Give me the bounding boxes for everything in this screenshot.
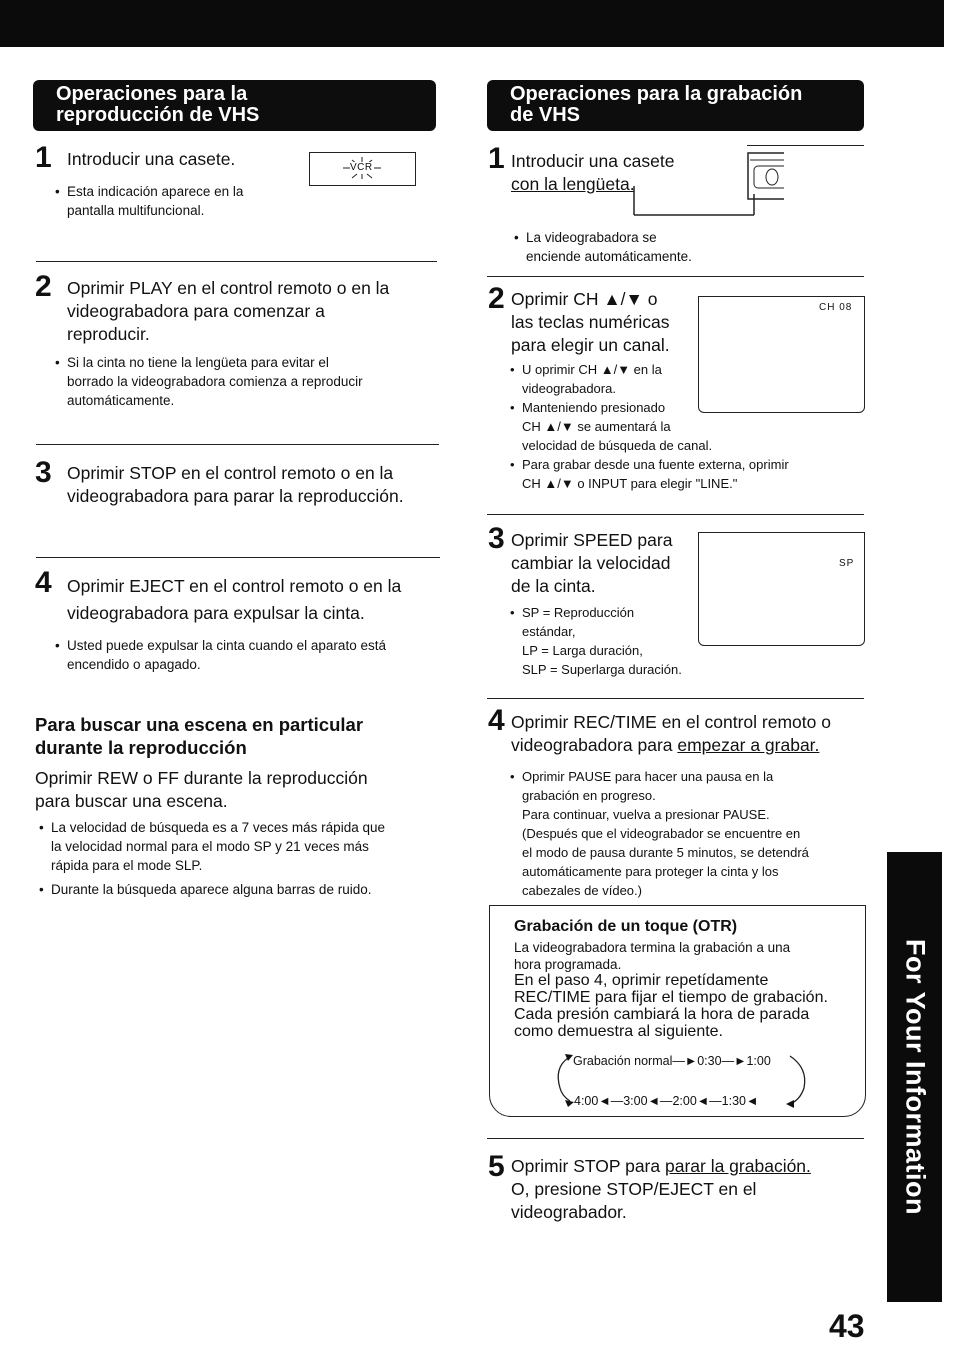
otr-cycle-bottom: 4:00◄—3:00◄—2:00◄—1:30◄ [574, 1094, 759, 1108]
divider [487, 1138, 864, 1139]
vcr-display-label: VCR [350, 162, 373, 173]
list-item: • Durante la búsqueda aparece alguna barras de ruido. [51, 880, 385, 899]
speed-display-label: SP [839, 558, 855, 569]
left-step4-number: 4 [35, 566, 52, 599]
left-step1-number: 1 [35, 141, 52, 174]
channel-display-label: CH 08 [819, 302, 853, 313]
right-step3-text: Oprimir SPEED para cambiar la velocidad de la cinta. [511, 530, 673, 596]
right-section-header [487, 80, 864, 131]
right-step3-number: 3 [488, 522, 505, 555]
divider [487, 698, 864, 699]
side-tab-label: For Your Information [900, 939, 930, 1215]
list-item: • Manteniendo presionado CH ▲/▼ se aumentará la velocidad de búsqueda de canal. [522, 398, 789, 455]
search-section-title: Para buscar una escena en particular durante la reproducción [35, 714, 364, 758]
left-step2-number: 2 [35, 270, 52, 303]
cassette-icon [624, 148, 784, 238]
left-section-header [33, 80, 436, 131]
list-item: • La velocidad de búsqueda es a 7 veces más rápida que la velocidad normal para el modo SP y 21 veces más rápida para el mode SLP. [51, 818, 385, 875]
list-item: • Esta indicación aparece en la pantalla multifuncional. [67, 182, 243, 220]
left-step4-text: Oprimir EJECT en el control remoto o en la videograbadora para expulsar la cinta. [67, 576, 402, 623]
left-header-line2: reproducción de VHS [56, 104, 260, 126]
top-bar [0, 0, 944, 47]
otr-small-text: La videograbadora termina la grabación a una hora programada. [514, 940, 791, 972]
list-item: • Oprimir PAUSE para hacer una pausa en la grabación en progreso. Para continuar, vuelva a presionar PAUSE. (Después que el videograbador se encuentre en el modo de pausa durante 5 minutos, se detendrá automáticamente para proteger la cinta y los cabezales de vídeo.) [522, 767, 809, 900]
divider [747, 145, 864, 146]
divider [487, 514, 864, 515]
list-item: • Para grabar desde una fuente externa, oprimir CH ▲/▼ o INPUT para elegir "LINE." [522, 455, 789, 493]
list-item: • Usted puede expulsar la cinta cuando el aparato está encendido o apagado. [67, 636, 386, 674]
vcr-display [309, 152, 416, 186]
right-step1-number: 1 [488, 142, 505, 175]
left-step4-notes [67, 636, 386, 674]
right-header-line2: de VHS [510, 104, 581, 126]
right-step3-notes [522, 603, 682, 679]
right-step2-notes [522, 360, 789, 493]
otr-cycle-top: Grabación normal—►0:30—►1:00 [573, 1054, 771, 1068]
right-header-line1: Operaciones para la grabación [510, 83, 803, 105]
left-step1-notes [67, 182, 243, 220]
search-notes [51, 818, 385, 899]
otr-info-box [489, 905, 866, 1117]
left-step3-text: Oprimir STOP en el control remoto o en la videograbadora para parar la reproducción. [67, 463, 404, 506]
speed-display [698, 532, 865, 646]
right-step5-text: Oprimir STOP para parar la grabación. O, presione STOP/EJECT en el videograbador. [511, 1156, 811, 1222]
right-step4-number: 4 [488, 704, 505, 737]
list-item: • SP = Reproducción estándar, LP = Larga duración, SLP = Superlarga duración. [522, 603, 682, 679]
right-step1-text: Introducir una casete con la lengüeta. [511, 151, 675, 194]
left-step2-text: Oprimir PLAY en el control remoto o en la videograbadora para comenzar a reproducir. [67, 278, 390, 344]
otr-title: Grabación de un toque (OTR) [514, 918, 738, 935]
list-item: • La videograbadora se enciende automáticamente. [526, 228, 692, 266]
left-step3-number: 3 [35, 456, 52, 489]
right-step2-text: Oprimir CH ▲/▼ o las teclas numéricas para elegir un canal. [511, 289, 670, 355]
side-tab [887, 852, 942, 1302]
left-step2-notes [67, 353, 363, 410]
right-step4-notes [522, 767, 809, 900]
left-step1-text: Introducir una casete. [67, 149, 236, 169]
right-step4-text: Oprimir REC/TIME en el control remoto o videograbadora para empezar a grabar. [511, 712, 831, 755]
list-item: • U oprimir CH ▲/▼ en la videograbadora. [522, 360, 789, 398]
left-header-line1: Operaciones para la [56, 83, 248, 105]
divider [36, 444, 439, 445]
divider [36, 557, 440, 558]
page-number: 43 [829, 1308, 865, 1344]
right-step2-number: 2 [488, 282, 505, 315]
list-item: • Si la cinta no tiene la lengüeta para evitar el borrado la videograbadora comienza a reproducir automáticamente. [67, 353, 363, 410]
search-body: Oprimir REW o FF durante la reproducción para buscar una escena. [35, 768, 368, 811]
right-step1-notes [526, 228, 692, 266]
right-step5-number: 5 [488, 1150, 505, 1183]
divider [487, 276, 864, 277]
divider [36, 261, 437, 262]
otr-body-text: En el paso 4, oprimir repetídamente REC/TIME para fijar el tiempo de grabación. Cada presión cambiará la hora de parada como demuestra al siguiente. [514, 972, 828, 1040]
